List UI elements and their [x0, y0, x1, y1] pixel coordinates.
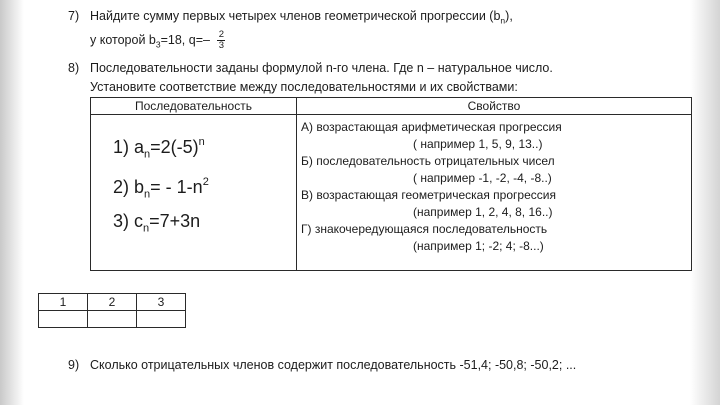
formula-1 — [113, 129, 296, 169]
formula-2-body: = - 1-n — [150, 176, 203, 197]
formula-1-prefix: 1) a — [113, 137, 145, 157]
question-7-fraction — [217, 30, 225, 51]
formula-2-sup: 2 — [202, 175, 209, 188]
sequence-cell — [91, 115, 297, 271]
property-d-example: (например 1; -2; 4; -8...) — [413, 239, 544, 253]
property-c-example: (например 1, 2, 4, 8, 16..) — [413, 205, 553, 219]
property-d: Г) знакочередующаяся последовательность — [301, 222, 548, 236]
question-7-line2-prefix: у которой b — [90, 32, 156, 47]
formula-2-sub: n — [144, 188, 151, 201]
question-7-line2-sub: 3 — [155, 39, 161, 50]
answer-header-1: 1 — [39, 294, 88, 311]
question-7-condition — [90, 30, 225, 52]
table-header-property: Свойство — [297, 98, 692, 115]
answer-header-2: 2 — [88, 294, 137, 311]
question-7-text — [90, 8, 513, 29]
property-a: А) возрастающая арифметическая прогрессия — [301, 120, 562, 134]
question-7-line1-sub: n — [500, 15, 506, 26]
answer-table — [38, 293, 186, 328]
formula-2-prefix: 2) b — [113, 176, 145, 197]
formula-3-sub: n — [143, 222, 150, 235]
answer-cell-3[interactable] — [137, 311, 186, 328]
property-b-example: ( например -1, -2, -4, -8..) — [413, 171, 552, 185]
question-7-line1: Найдите сумму первых четырех членов геометрической прогрессии (b — [90, 9, 501, 23]
question-7-number: 7) — [68, 9, 80, 23]
answer-cell-2[interactable] — [88, 311, 137, 328]
formula-3 — [113, 208, 296, 243]
matching-table — [90, 97, 692, 271]
answer-cell-1[interactable] — [39, 311, 88, 328]
property-a-example: ( например 1, 5, 9, 13..) — [413, 137, 543, 151]
formula-1-sub: n — [144, 148, 151, 161]
property-c: В) возрастающая геометрическая прогрессия — [301, 188, 556, 202]
table-header-sequence: Последовательность — [91, 98, 297, 115]
question-7-line2-mid: =18, q=– — [160, 32, 210, 47]
formula-2 — [113, 169, 296, 209]
photo-shadow-right — [690, 0, 720, 405]
fraction-denominator: 3 — [218, 40, 225, 51]
formula-1-sup: n — [198, 136, 205, 148]
question-8-number: 8) — [68, 61, 80, 75]
question-9-text: Сколько отрицательных членов содержит последовательность -51,4; -50,8; -50,2; ... — [90, 358, 577, 372]
question-8-line1: Последовательности заданы формулой n-го члена. Где n – натуральное число. — [90, 61, 553, 75]
fraction-numerator: 2 — [218, 29, 225, 40]
formula-1-body: =2(-5) — [150, 137, 199, 157]
answer-header-3: 3 — [137, 294, 186, 311]
property-b: Б) последовательность отрицательных чисел — [301, 154, 555, 168]
property-cell — [297, 115, 692, 271]
question-8-line2: Установите соответствие между последовательностями и их свойствами: — [90, 80, 518, 94]
formula-3-body: =7+3n — [149, 211, 201, 232]
question-7-line1-end: ), — [505, 9, 513, 23]
formula-3-prefix: 3) c — [113, 211, 144, 232]
question-9-number: 9) — [68, 358, 80, 372]
photo-shadow-left — [0, 0, 24, 405]
